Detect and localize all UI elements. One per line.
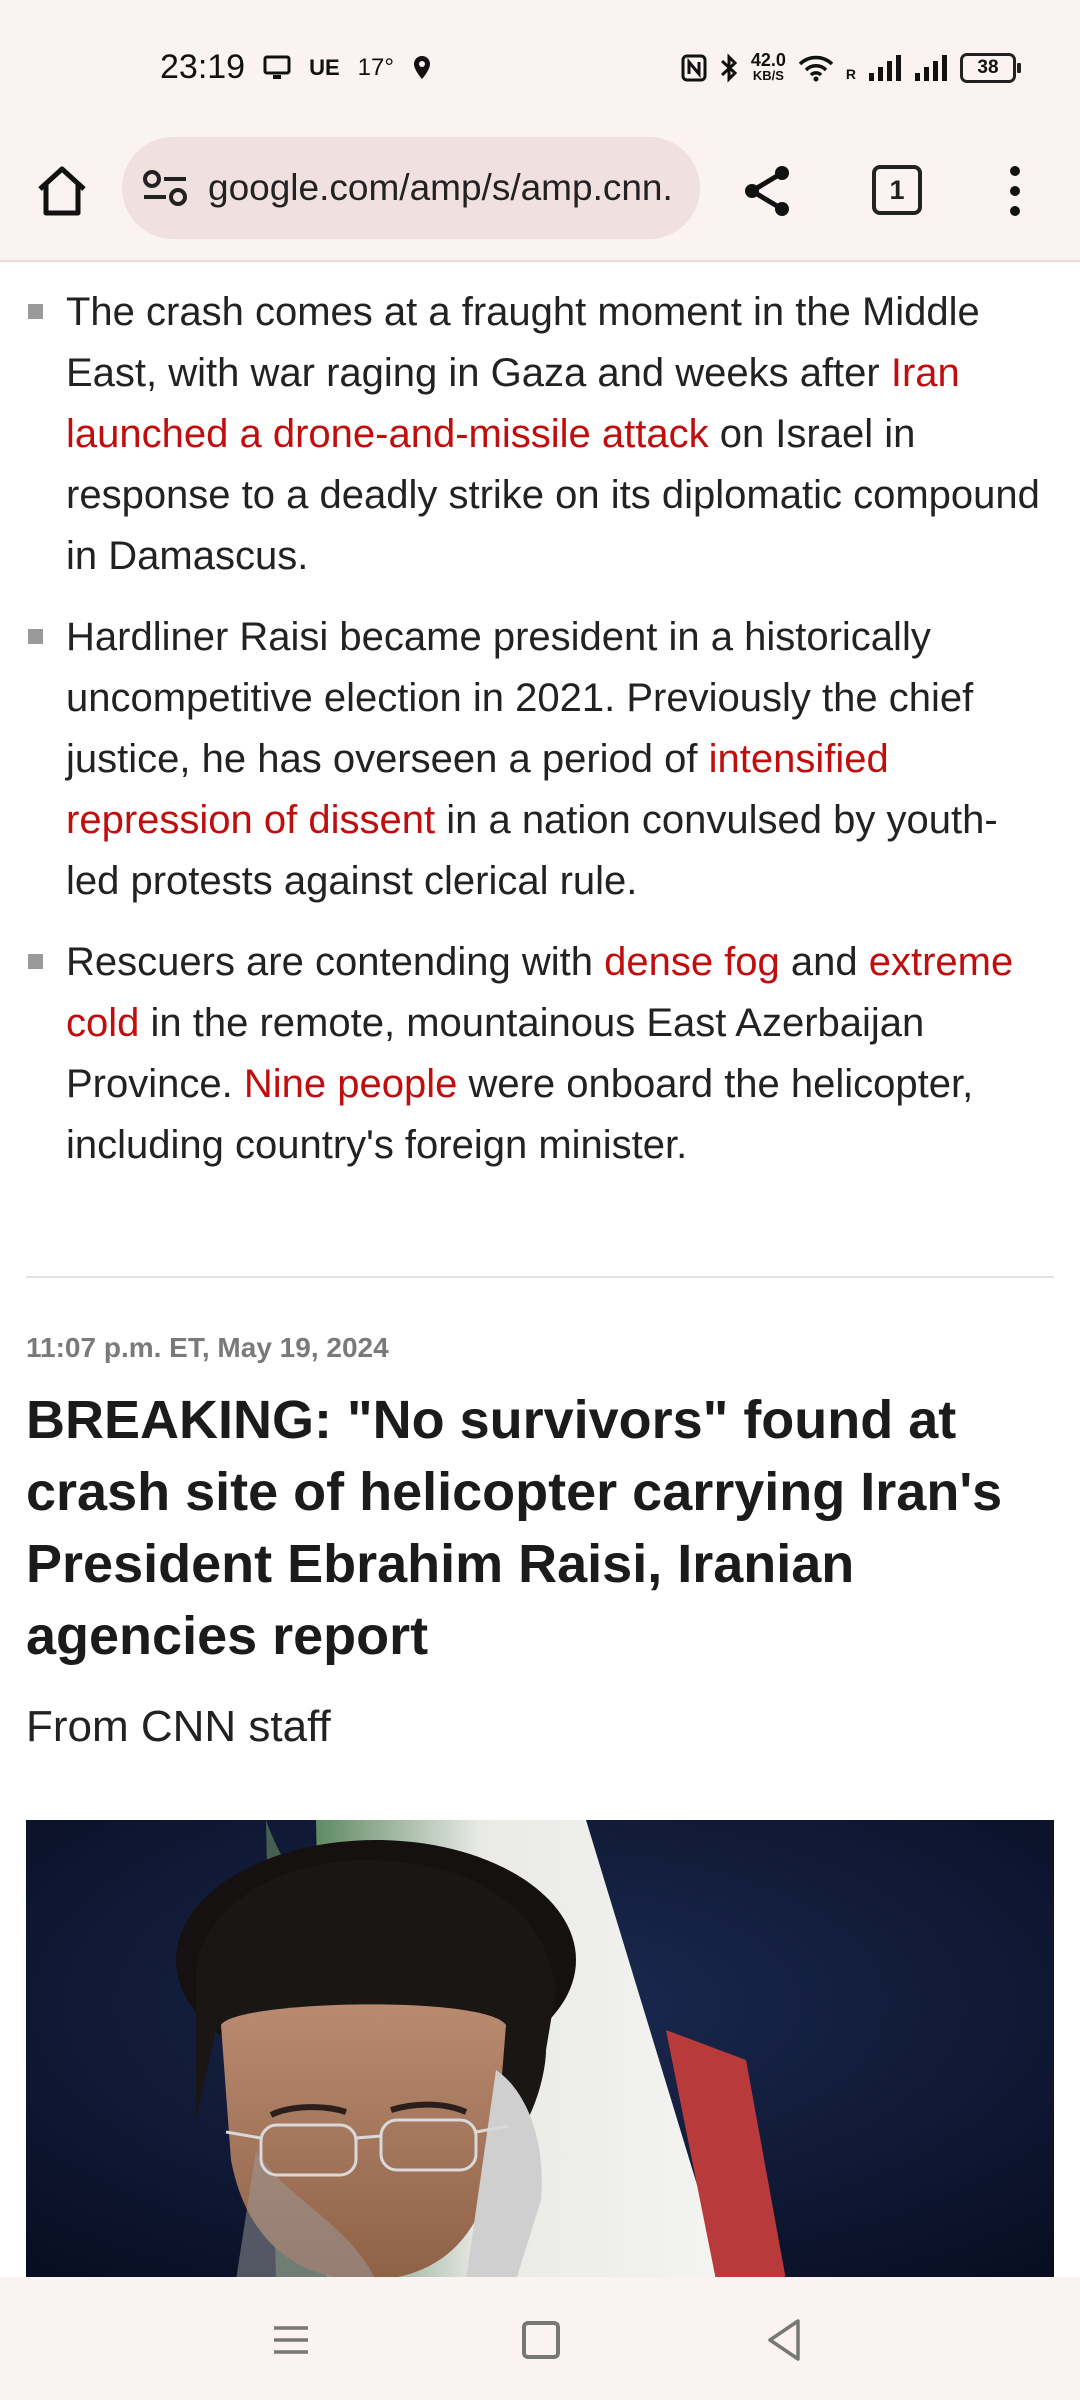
bullet-text: and [779, 940, 869, 984]
inline-link[interactable]: Iran launched a drone-and-missile attack [66, 351, 960, 456]
home-icon[interactable] [34, 163, 90, 219]
bullet-item [0, 607, 1080, 912]
summary-bullets [0, 282, 1080, 1196]
bullet-item [0, 282, 1080, 587]
recent-apps-icon[interactable] [272, 2323, 310, 2357]
bluetooth-icon [719, 53, 739, 83]
browser-toolbar [0, 135, 1080, 262]
post-byline: From CNN staff [26, 1702, 331, 1751]
status-carrier: UE [309, 54, 340, 80]
back-icon[interactable] [764, 2317, 804, 2363]
more-vert-icon[interactable] [1000, 163, 1030, 219]
bullet-marker [28, 629, 43, 644]
status-temperature: 17° [357, 53, 394, 81]
bullet-text: Hardliner Raisi became president in a historically uncompetitive election in 2021. Previously the chief justice, he has overseen a period of [66, 615, 974, 781]
bullet-marker [28, 954, 43, 969]
post-timestamp: 11:07 p.m. ET, May 19, 2024 [26, 1332, 389, 1363]
roaming-indicator: R [845, 66, 856, 82]
status-time: 23:19 [160, 48, 246, 86]
bullet-item [0, 932, 1080, 1176]
battery-indicator: 38 [960, 53, 1016, 83]
bullet-text: were onboard the helicopter, including country's foreign minister. [66, 1062, 974, 1167]
nfc-icon [681, 54, 707, 82]
screen-cast-icon [263, 55, 291, 81]
signal-icon-sim2 [914, 55, 948, 81]
page-content [0, 262, 1080, 2277]
bullet-text: on Israel in response to a deadly strike on its diplomatic compound in Damascus. [66, 412, 1040, 578]
status-left [160, 48, 432, 87]
location-icon [412, 55, 432, 81]
wifi-icon [798, 54, 834, 82]
net-speed-unit: KB/S [752, 68, 784, 83]
inline-link[interactable]: dense fog [604, 940, 780, 984]
net-speed-value: 42.0 [750, 50, 786, 70]
tab-switcher-icon[interactable]: 1 [872, 165, 922, 215]
post-headline: BREAKING: "No survivors" found at crash site of helicopter carrying Iran's President Ebrahim Raisi, Iranian agencies report [26, 1390, 1003, 1666]
signal-icon-sim1 [868, 55, 902, 81]
system-nav-bar [0, 2277, 1080, 2400]
share-icon[interactable] [740, 163, 796, 219]
bullet-text: in the remote, mountainous East Azerbaijan Province. [66, 1001, 925, 1106]
article-photo[interactable] [26, 1820, 1054, 2277]
status-right [681, 52, 1016, 84]
status-bar [0, 0, 1080, 135]
bullet-marker [28, 304, 43, 319]
inline-link[interactable]: Nine people [243, 1062, 458, 1106]
home-nav-icon[interactable] [522, 2321, 560, 2359]
inline-link[interactable]: extreme cold [66, 940, 1014, 1045]
post-divider [26, 1276, 1054, 1278]
inline-link[interactable]: intensified repression of dissent [66, 737, 889, 842]
bullet-text: in a nation convulsed by youth-led protests against clerical rule. [66, 798, 998, 903]
bullet-text: Rescuers are contending with [66, 940, 605, 984]
network-speed [751, 52, 786, 84]
address-bar[interactable] [122, 137, 700, 239]
url-text[interactable]: google.com/amp/s/amp.cnn. [208, 167, 673, 208]
tune-icon[interactable] [142, 168, 190, 208]
bullet-text: The crash comes at a fraught moment in the Middle East, with war raging in Gaza and weeks after [66, 290, 980, 395]
